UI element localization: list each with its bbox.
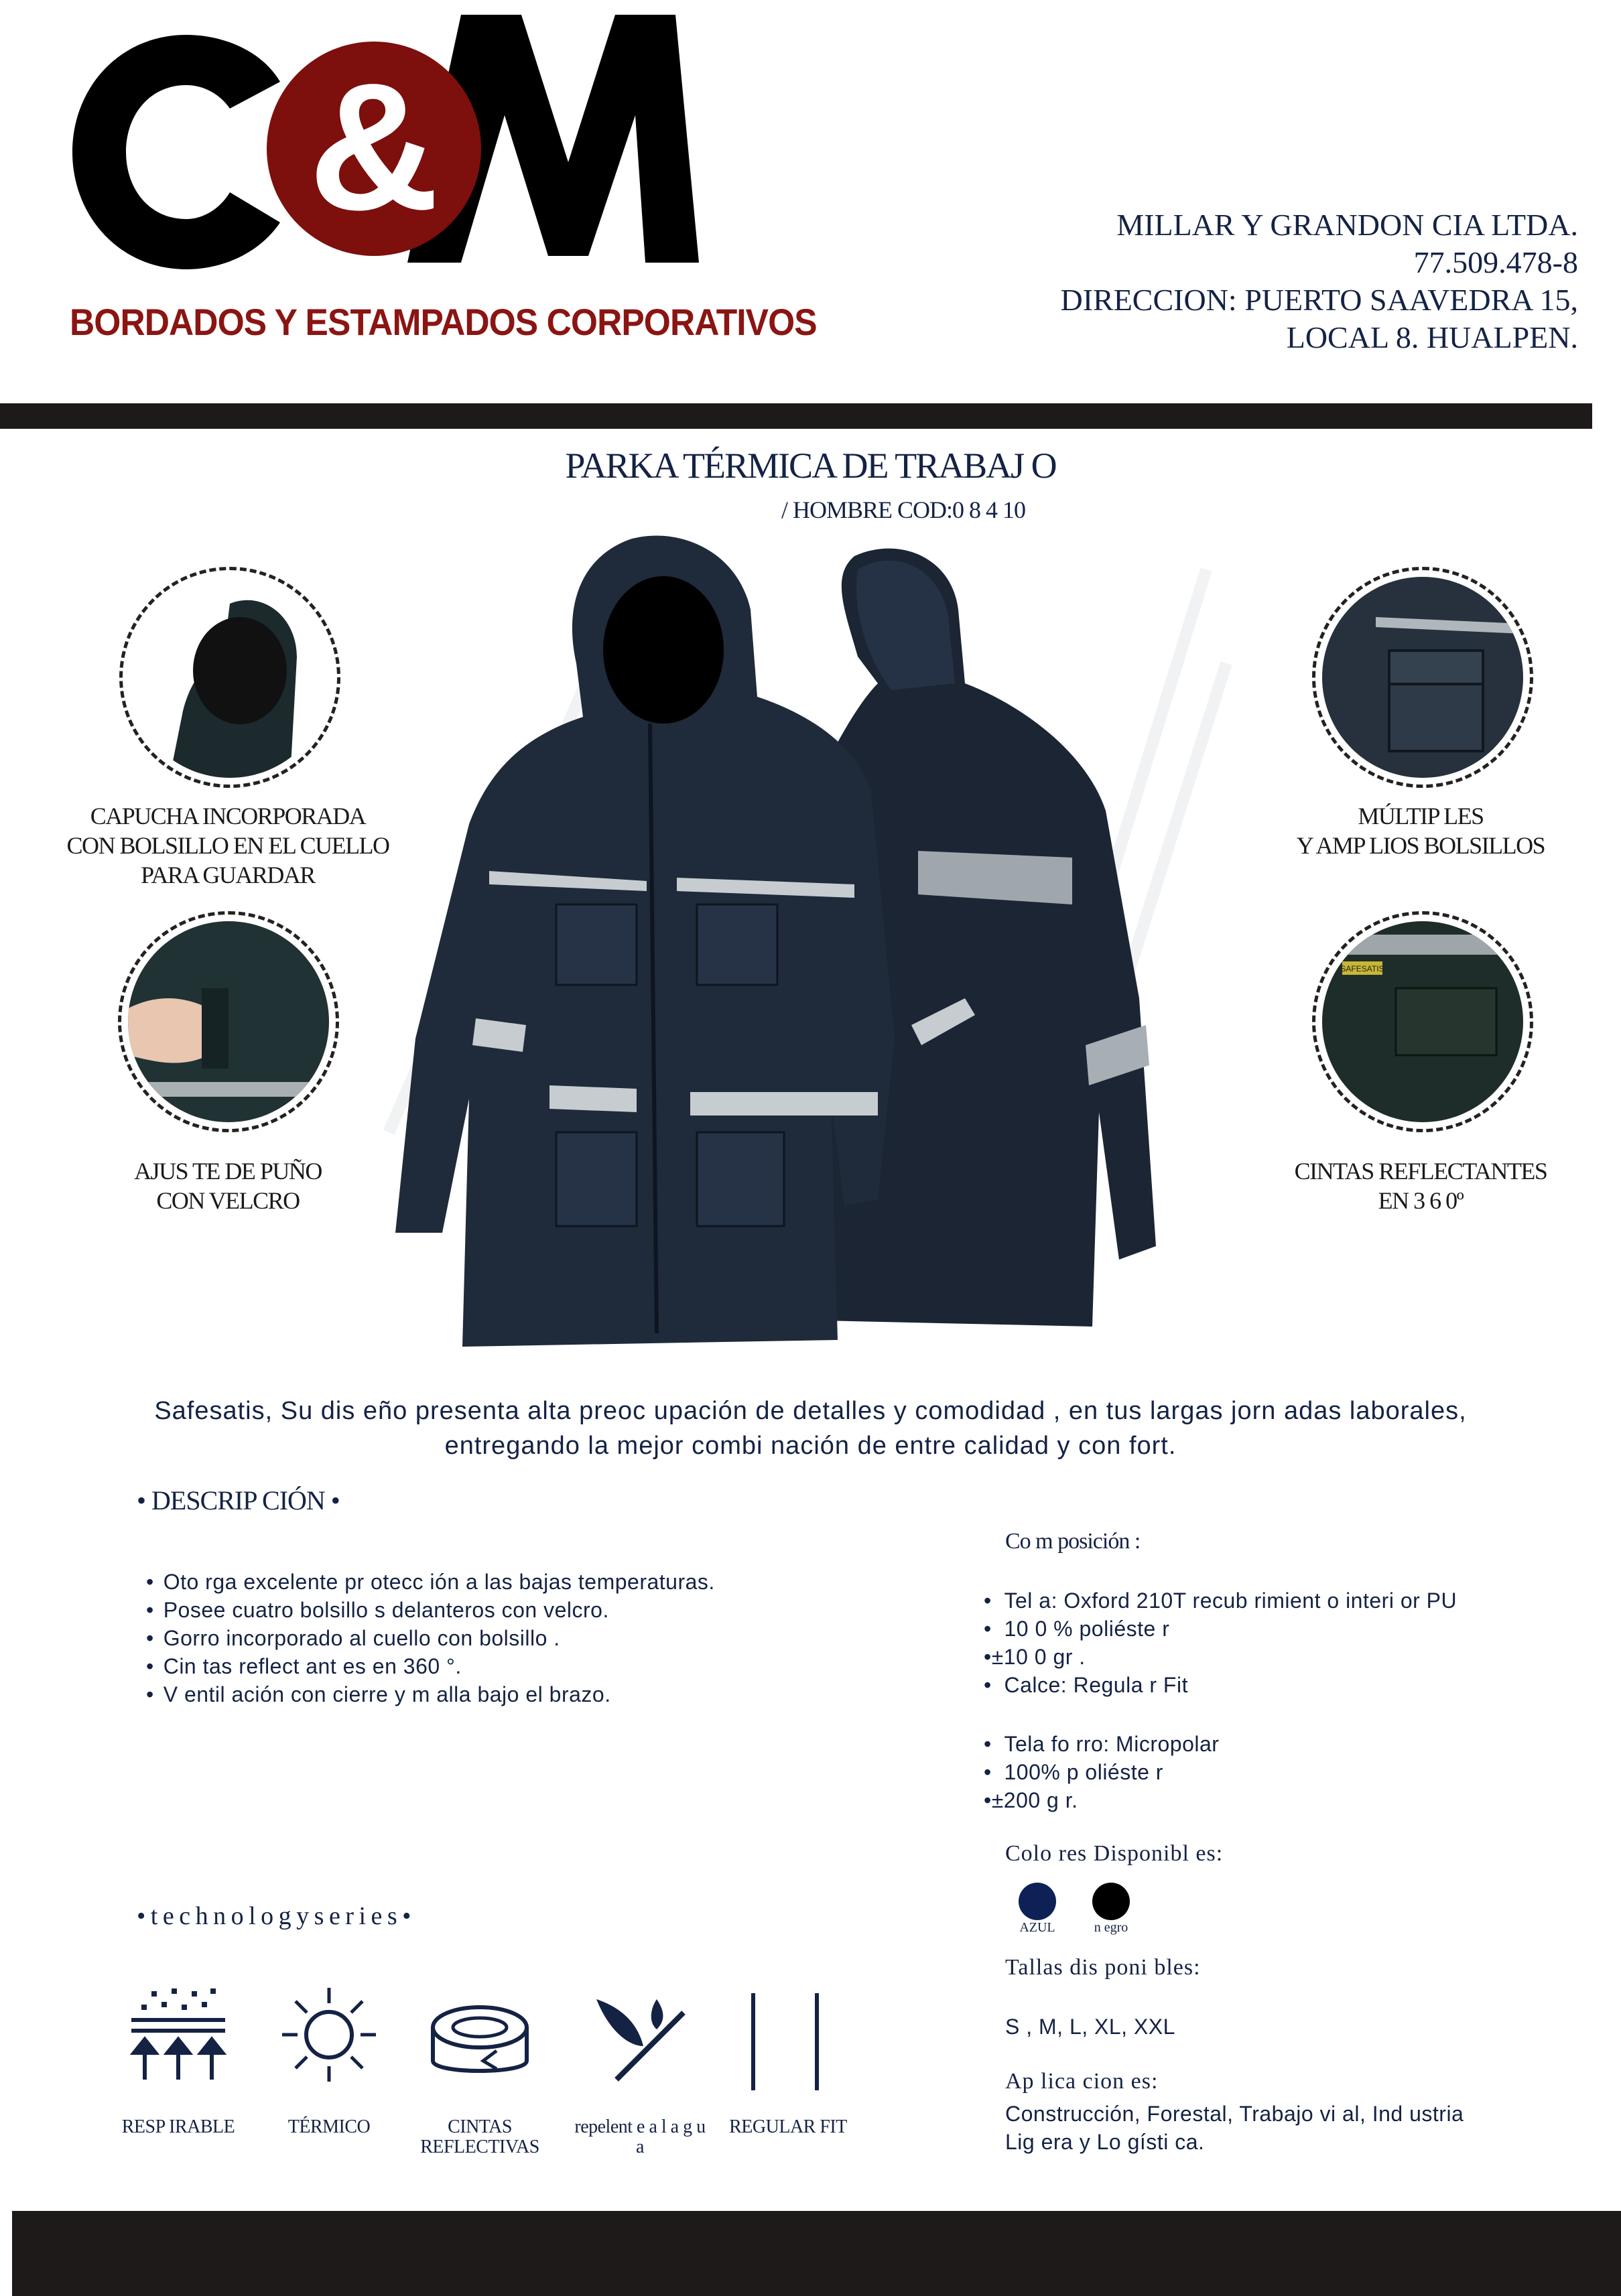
logo-ampersand: & [308, 46, 440, 248]
tech-label-thermal: TÉRMICO [287, 2116, 371, 2137]
composition-line: 10 0 % poliéste r [1004, 1617, 1170, 1641]
company-rut: 77.509.478-8 [1413, 245, 1578, 279]
product-title: PARKA TÉRMICA DE TRABAJ O [565, 446, 1056, 486]
feature-label-line: MÚLTIP LES [1358, 803, 1484, 829]
list-item [984, 1671, 1457, 1699]
composition-line: Calce: Regula r Fit [1004, 1673, 1188, 1697]
bullet: • [984, 1732, 992, 1756]
feature-label-line: CON VELCRO [156, 1187, 300, 1214]
company-address-line-1: DIRECCION: PUERTO SAAVEDRA 15, [1060, 283, 1578, 317]
composition-heading: Co m posición : [1005, 1529, 1141, 1554]
color-swatch-blue [1019, 1883, 1056, 1936]
feature-circle-hood [119, 567, 340, 788]
company-info [1060, 206, 1578, 356]
description-list [146, 1568, 715, 1708]
color-swatch-black [1092, 1883, 1130, 1936]
composition-group-1 [984, 1586, 1457, 1699]
feature-circle-pockets [1312, 567, 1533, 788]
header-divider-bar [0, 403, 1592, 429]
composition-line: Tela fo rro: Micropolar [1004, 1732, 1220, 1756]
water-repellent-icon [590, 1993, 690, 2086]
feature-label-line: CAPUCHA INCORPORADA [90, 803, 366, 829]
list-item: • Gorro incorporado al cuello con bolsillo . [146, 1624, 715, 1652]
feature-label-line: CINTAS REFLECTANTES [1294, 1158, 1547, 1185]
list-item [984, 1730, 1219, 1758]
feature-label-line: AJUS TE DE PUÑO [134, 1158, 322, 1185]
company-tagline: BORDADOS Y ESTAMPADOS CORPORATIVOS [70, 301, 817, 343]
composition-line: ±200 g r. [991, 1788, 1078, 1812]
bullet: • [984, 1673, 992, 1697]
cuff-detail-image [128, 921, 329, 1122]
list-item [984, 1758, 1219, 1786]
list-item [984, 1586, 1457, 1615]
feature-circle-reflective [1312, 911, 1533, 1132]
sizes-heading: Tallas dis poni bles: [1005, 1955, 1201, 1980]
colors-heading: Colo res Disponibl es: [1005, 1841, 1224, 1866]
feature-label-cuff [47, 1156, 409, 1215]
jacket-brand-label: SAFESATIS [1340, 964, 1384, 973]
feature-circle-cuff [118, 911, 339, 1132]
composition-line: 100% p oliéste r [1004, 1760, 1163, 1784]
reflective-tape-icon [426, 2001, 533, 2088]
tech-label-breathable: RESP IRABLE [121, 2116, 235, 2137]
bullet: • [984, 1617, 992, 1641]
pockets-detail-image [1322, 577, 1523, 778]
bullet: • [984, 1645, 992, 1669]
product-intro [0, 1394, 1621, 1463]
feature-label-reflective [1240, 1156, 1602, 1215]
feature-label-line: Y AMP LIOS BOLSILLOS [1296, 832, 1545, 859]
swatch-label: AZUL [1019, 1920, 1055, 1935]
reflective-detail-image [1322, 921, 1523, 1122]
company-address-line-2: LOCAL 8. HUALPEN. [1286, 320, 1578, 354]
applications-heading: Ap lica cion es: [1005, 2069, 1159, 2094]
list-item: • V entil ación con cierre y m alla bajo el brazo. [146, 1680, 715, 1708]
swatch-label: n egro [1094, 1920, 1128, 1935]
feature-label-hood [47, 801, 409, 890]
list-item: • Oto rga excelente pr otecc ión a las bajas temperaturas. [146, 1568, 715, 1596]
list-item [984, 1786, 1219, 1814]
tech-label-regular-fit: REGULAR FIT [729, 2116, 847, 2137]
feature-label-pockets [1240, 801, 1602, 860]
product-subtitle: / HOMBRE COD:0 8 4 10 [781, 496, 1026, 523]
feature-label-line: PARA GUARDAR [141, 862, 315, 888]
regular-fit-icon [740, 1990, 834, 2090]
footer-bar [12, 2211, 1621, 2296]
hood-detail-image [129, 577, 330, 778]
list-item: • Posee cuatro bolsillo s delanteros con velcro. [146, 1596, 715, 1624]
sun-icon [279, 1984, 379, 2085]
list-item [984, 1615, 1457, 1643]
composition-line: ±10 0 gr . [991, 1645, 1086, 1669]
tech-label-water-repellent: repelent e a l a g u a [574, 2116, 706, 2157]
composition-line: Tel a: Oxford 210T recub rimient o interi or PU [1004, 1589, 1457, 1613]
applications-line: Lig era y Lo gísti ca. [1005, 2130, 1205, 2154]
product-photo [362, 529, 1233, 1380]
technology-heading: • t e c h n o l o g y s e r i e s • [137, 1902, 411, 1930]
bullet: • [984, 1760, 992, 1784]
applications-line: Construcción, Forestal, Trabajo vi al, Ind ustria [1005, 2102, 1464, 2126]
logo-letter-c [72, 35, 280, 269]
bullet: • [984, 1589, 992, 1613]
swatch-circle [1019, 1883, 1056, 1920]
list-item: • Cin tas reflect ant es en 360 °. [146, 1652, 715, 1680]
composition-group-2 [984, 1730, 1219, 1814]
bullet: • [984, 1788, 992, 1812]
tech-label-reflective: CINTAS REFLECTIVAS [420, 2116, 539, 2157]
intro-line: Safesatis, Su dis eño presenta alta preoc upación de detalles y comodidad , en tus largas jorn adas laborales, [154, 1397, 1467, 1425]
breathable-icon [125, 1986, 232, 2086]
description-heading: • DESCRIP CIÓN • [137, 1485, 340, 1515]
feature-label-line: CON BOLSILLO EN EL CUELLO [66, 832, 389, 859]
swatch-circle [1092, 1883, 1130, 1920]
list-item [984, 1643, 1457, 1671]
sizes-value: S , M, L, XL, XXL [1005, 2015, 1175, 2039]
applications-value [1005, 2100, 1464, 2156]
company-name: MILLAR Y GRANDON CIA LTDA. [1116, 208, 1578, 242]
intro-line: entregando la mejor combi nación de entre calidad y con fort. [444, 1432, 1177, 1460]
feature-label-line: EN 3 6 0º [1378, 1187, 1464, 1214]
